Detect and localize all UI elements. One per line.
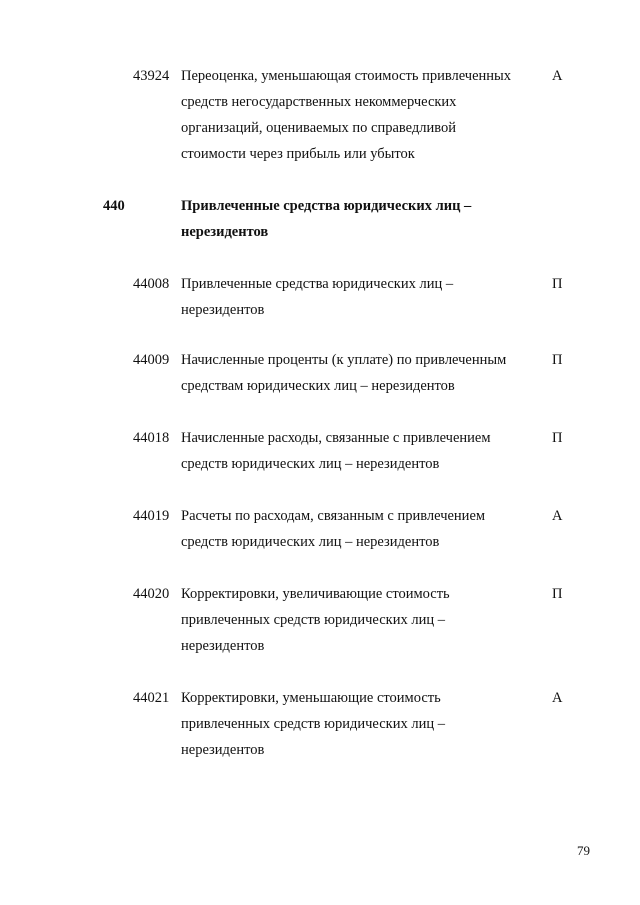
description-line: организаций, оцениваемых по справедливой <box>181 120 457 136</box>
account-code: 44020 <box>133 586 170 602</box>
section-title-line: нерезидентов <box>181 224 269 240</box>
description-line: Корректировки, уменьшающие стоимость <box>181 690 441 706</box>
description-line: Начисленные проценты (к уплате) по привлеченным <box>181 352 507 368</box>
account-code: 44009 <box>133 352 170 368</box>
account-type: А <box>552 68 563 84</box>
account-description <box>181 581 541 659</box>
description-line: средств юридических лиц – нерезидентов <box>181 456 440 472</box>
section-title-line: Привлеченные средства юридических лиц – <box>181 198 472 214</box>
account-type: П <box>552 430 563 446</box>
description-line: привлеченных средств юридических лиц – <box>181 716 445 732</box>
account-description <box>181 347 541 399</box>
section-code: 440 <box>103 198 125 214</box>
account-description <box>181 503 541 555</box>
account-description <box>181 685 541 763</box>
description-line: нерезидентов <box>181 742 265 758</box>
account-code: 44008 <box>133 276 170 292</box>
page-number: 79 <box>577 843 590 858</box>
account-code: 44018 <box>133 430 170 446</box>
account-type: П <box>552 352 563 368</box>
account-code: 43924 <box>133 68 170 84</box>
description-line: средств негосударственных некоммерческих <box>181 94 457 110</box>
account-type: П <box>552 276 563 292</box>
description-line: нерезидентов <box>181 302 265 318</box>
description-line: Начисленные расходы, связанные с привлечением <box>181 430 491 446</box>
account-description <box>181 271 541 323</box>
account-type: А <box>552 508 563 524</box>
description-line: средствам юридических лиц – нерезидентов <box>181 378 455 394</box>
description-line: Корректировки, увеличивающие стоимость <box>181 586 450 602</box>
account-code: 44021 <box>133 690 170 706</box>
description-line: Привлеченные средства юридических лиц – <box>181 276 454 292</box>
account-description <box>181 425 541 477</box>
description-line: нерезидентов <box>181 638 265 654</box>
description-line: Переоценка, уменьшающая стоимость привлеченных <box>181 68 512 84</box>
description-line: средств юридических лиц – нерезидентов <box>181 534 440 550</box>
description-line: стоимости через прибыль или убыток <box>181 146 415 162</box>
account-description <box>181 63 541 167</box>
account-type: П <box>552 586 563 602</box>
account-code: 44019 <box>133 508 170 524</box>
description-line: Расчеты по расходам, связанным с привлечением <box>181 508 486 524</box>
section-title <box>181 193 471 245</box>
account-type: А <box>552 690 563 706</box>
description-line: привлеченных средств юридических лиц – <box>181 612 445 628</box>
